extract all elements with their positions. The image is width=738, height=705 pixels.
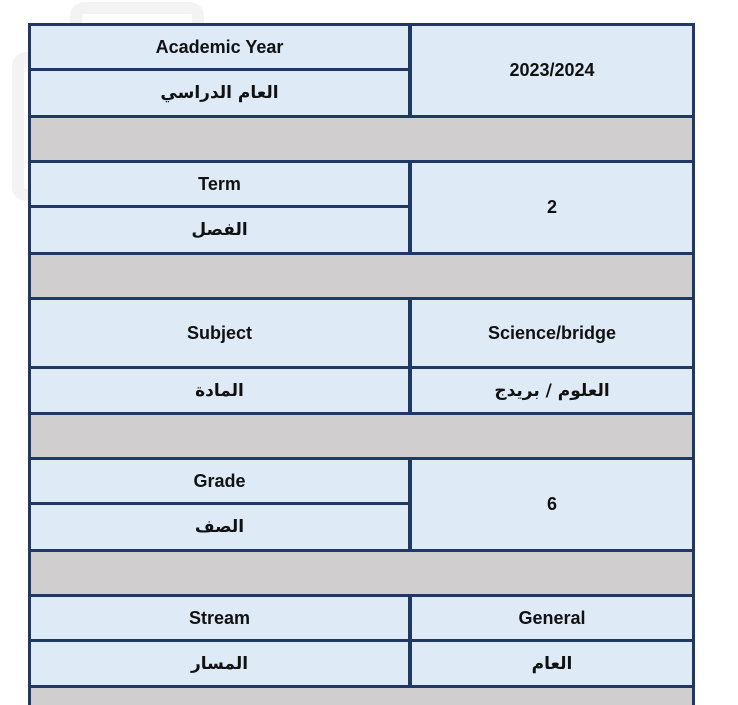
stream-label-ar: المسار: [31, 642, 408, 685]
term-label: Term: [31, 163, 408, 205]
subject-value-ar: العلوم / بريدج: [412, 369, 692, 412]
term-value: 2: [412, 163, 692, 252]
info-table: [28, 23, 695, 705]
grade-value: 6: [412, 460, 692, 549]
subject-label: Subject: [31, 300, 408, 366]
subject-label-ar: المادة: [31, 369, 408, 412]
stream-value: General: [412, 597, 692, 639]
academic-year-value: 2023/2024: [412, 26, 692, 115]
stream-label: Stream: [31, 597, 408, 639]
separator-row: [31, 688, 692, 705]
stream-value-ar: العام: [412, 642, 692, 685]
separator-row: [31, 118, 692, 160]
separator-row: [31, 415, 692, 457]
grade-label: Grade: [31, 460, 408, 502]
subject-value: Science/bridge: [412, 300, 692, 366]
academic-year-label: Academic Year: [31, 26, 408, 68]
academic-year-label-ar: العام الدراسي: [31, 71, 408, 115]
separator-row: [31, 255, 692, 297]
term-label-ar: الفصل: [31, 208, 408, 252]
separator-row: [31, 552, 692, 594]
grade-label-ar: الصف: [31, 505, 408, 549]
